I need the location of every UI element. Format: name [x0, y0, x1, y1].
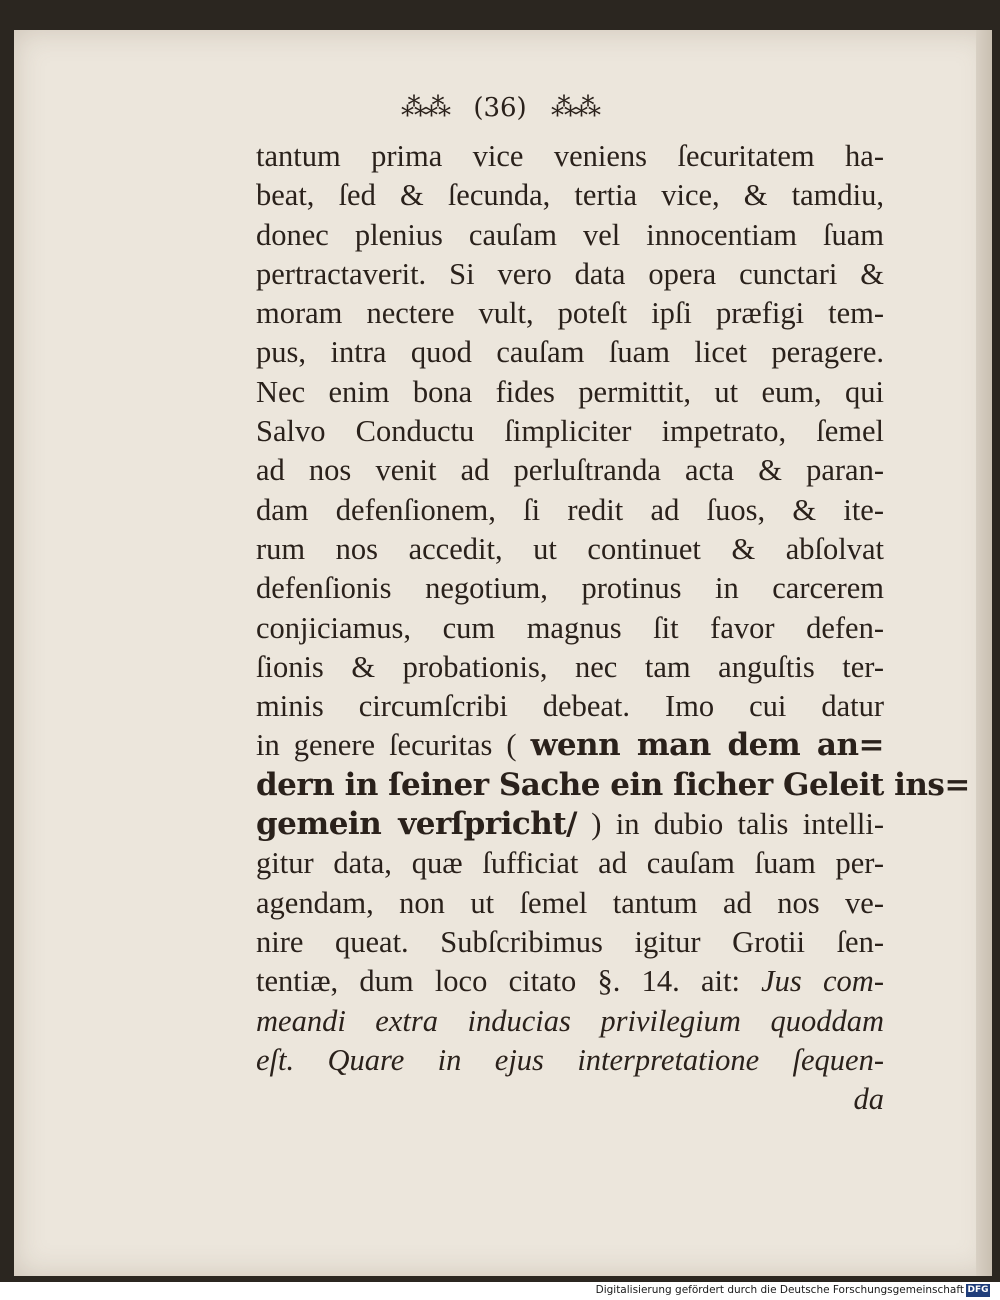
text-line: nire queat. Subſcribimus igitur Grotii ſen-: [256, 924, 884, 959]
text-line: donec plenius cauſam vel innocentiam ſuam: [256, 217, 884, 252]
text-line: beat, ſed & ſecunda, tertia vice, & tamdiu,: [256, 178, 884, 213]
text-line-mixed: [256, 766, 970, 805]
page-number: (36): [473, 93, 527, 123]
dfg-logo: DFG: [967, 1285, 989, 1295]
italic-line: meandi extra inducias privilegium quoddam: [256, 1003, 884, 1038]
ornament-right: ⁂⁂: [550, 93, 599, 123]
funding-credit: Digitalisierung gefördert durch die Deutsche Forschungsgemeinschaft: [595, 1284, 964, 1296]
german-blackletter-text: dern in ſeiner Sache ein ſicher Geleit ins=: [256, 766, 970, 803]
latin-text: ) in dubio talis intelli-: [591, 807, 885, 842]
text-line: defenſionis negotium, protinus in carcerem: [256, 571, 884, 606]
text-line: ad nos venit ad perluſtranda acta & paran-: [256, 453, 884, 488]
catchword: da: [853, 1082, 884, 1117]
ornament-left: ⁂⁂: [401, 93, 450, 123]
text-line: conjiciamus, cum magnus ſit favor defen-: [256, 610, 884, 645]
german-blackletter-text: wenn man dem an=: [530, 727, 884, 764]
text-line: dam defenſionem, ſi redit ad ſuos, & ite-: [256, 492, 884, 527]
body-text: [256, 137, 970, 1119]
latin-text: tentiæ, dum loco citato §. 14. ait:: [256, 964, 740, 999]
page-header: [0, 92, 1000, 123]
text-line-mixed: [256, 962, 884, 1001]
text-line-mixed: [256, 726, 884, 765]
latin-text: in genere ſecuritas (: [256, 728, 517, 763]
text-line: pertractaverit. Si vero data opera cunctari &: [256, 256, 884, 291]
text-line: minis circumſcribi debeat. Imo cui datur: [256, 689, 884, 724]
german-blackletter-text: gemein verſpricht/: [256, 806, 577, 843]
text-line: tantum prima vice veniens ſecuritatem ha-: [256, 139, 884, 173]
text-line: Salvo Conductu ſimpliciter impetrato, ſemel: [256, 414, 884, 449]
text-line-mixed: [256, 805, 884, 844]
italic-line: eſt. Quare in ejus interpretatione ſequen-: [256, 1042, 884, 1077]
text-line: Nec enim bona fides permittit, ut eum, qui: [256, 374, 884, 409]
page-edge: [976, 30, 992, 1276]
italic-text: Jus com-: [761, 964, 884, 999]
text-line: agendam, non ut ſemel tantum ad nos ve-: [256, 885, 884, 920]
text-line: pus, intra quod cauſam ſuam licet peragere.: [256, 335, 884, 370]
text-line: rum nos accedit, ut continuet & abſolvat: [256, 531, 884, 566]
text-line: gitur data, quæ ſufficiat ad cauſam ſuam per-: [256, 846, 884, 881]
text-line: moram nectere vult, poteſt ipſi præfigi tem-: [256, 296, 884, 331]
text-line: ſionis & probationis, nec tam anguſtis ter-: [256, 649, 884, 684]
